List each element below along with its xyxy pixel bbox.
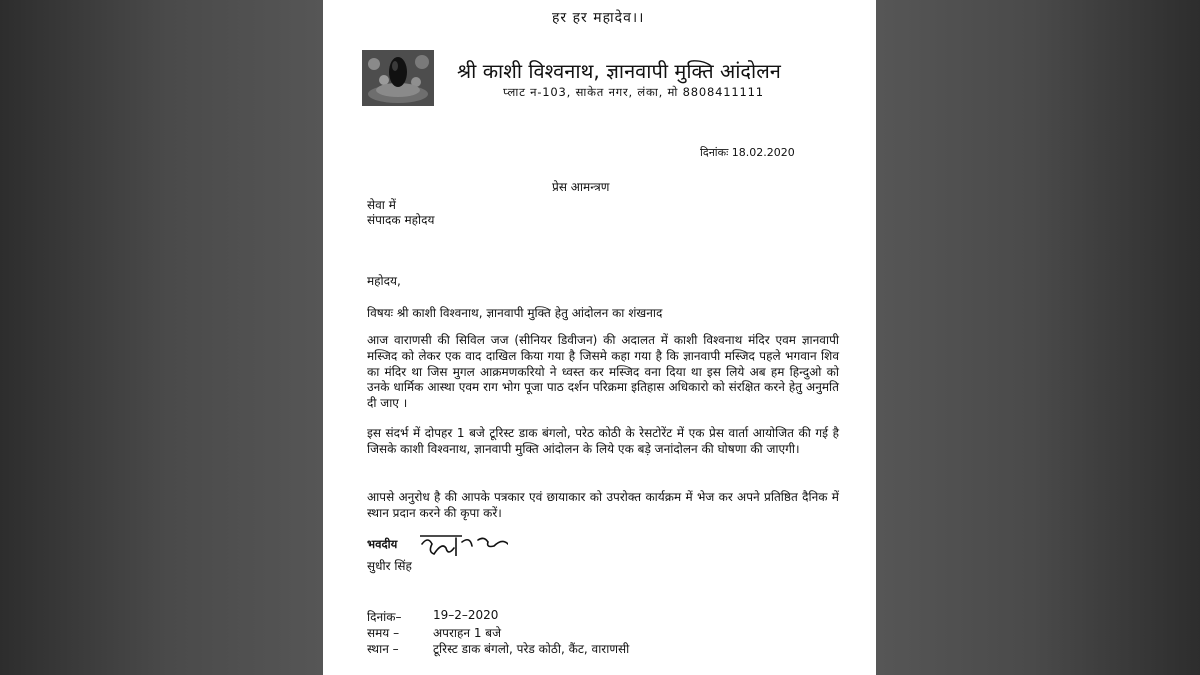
signer-name: सुधीर सिंह [367, 559, 412, 573]
body-paragraph: आपसे अनुरोध है की आपके पत्रकार एवं छायाकार को उपरोक्त कार्यक्रम में भेज कर अपने प्रतिष्ठित दैनिक में स्थान प्रदान करने की कृपा करें। [367, 490, 839, 520]
body-paragraph: इस संदर्भ में दोपहर 1 बजे टूरिस्ट डाक बंगलो, परेठ कोठी के रेसटोरेंट में एक प्रेस वार्ता आयोजित की गई है जिसके काशी विश्वनाथ, ज्ञानवापी मुक्ति आंदोलन के लिये एक बड़े जनांदोलन की घोषणा की जाएगी। [367, 426, 839, 456]
event-venue-value: टूरिस्ट डाक बंगलो, परेड कोठी, कैंट, वाराणसी [433, 642, 630, 656]
blessing-text: हर हर महादेव।। [552, 10, 645, 26]
body-paragraph: आज वाराणसी की सिविल जज (सीनियर डिवीजन) की अदालत में काशी विश्वनाथ मंदिर एवम ज्ञानवापी मस्जिद को लेकर एक वाद दाखिल किया गया है जिसमे कहा गया है कि ज्ञानवापी मस्जिद पहले भगवान शिव का मंदिर था जिस मुगल आक्रमणकरियो ने ध्वस्त कर मस्जिद वना दिया था इस लिये अब हम हिन्दुओ को उनके धार्मिक आस्था एवम राग भोग पूजा पाठ दर्शन परिक्रमा इतिहास अधिकारो को संरक्षित करने हेतु अनुमति दी जाए । [367, 333, 839, 411]
document-title: प्रेस आमन्त्रण [552, 180, 610, 194]
salutation: महोदय, [367, 274, 401, 288]
event-time-value: अपराहन 1 बजे [433, 626, 502, 640]
shivling-logo-graphic [362, 50, 434, 106]
recipient-line-2: संपादक महोदय [367, 213, 435, 227]
event-date-label: दिनांक– [367, 610, 402, 624]
event-date-value: 19–2–2020 [433, 608, 499, 622]
organization-name: श्री काशी विश्वनाथ, ज्ञानवापी मुक्ति आंदोलन [457, 59, 781, 83]
handwritten-signature [418, 530, 508, 556]
press-invitation-letter [323, 0, 876, 675]
shivling-logo-image [362, 50, 434, 106]
recipient-line-1: सेवा में [367, 198, 396, 212]
event-time-label: समय – [367, 626, 400, 640]
letter-date: दिनांकः 18.02.2020 [700, 146, 795, 159]
closing-text: भवदीय [367, 537, 398, 551]
organization-address: प्लाट न-103, साकेत नगर, लंका, मो 8808411111 [503, 85, 764, 99]
event-venue-label: स्थान – [367, 642, 399, 656]
subject-line: विषयः श्री काशी विश्वनाथ, ज्ञानवापी मुक्ति हेतु आंदोलन का शंखनाद [367, 306, 663, 320]
